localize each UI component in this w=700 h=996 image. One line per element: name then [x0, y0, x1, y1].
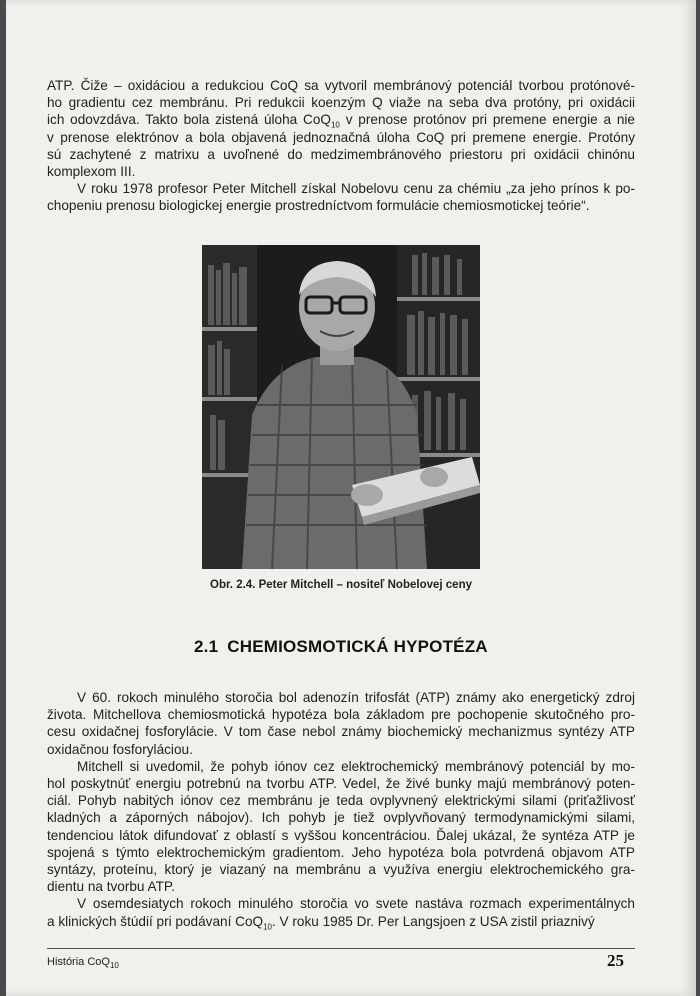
running-footer: [47, 956, 119, 971]
text-fragment: ich odovzdáva. Takto bola zistená úloha CoQ: [47, 112, 331, 128]
text-line: V 60. rokoch minulého storočia bol adenozín trifosfát (ATP) známy ako energetický zdroj: [77, 690, 635, 705]
text-line: tendenciou látok difundovať z oblastí s vyššou koncentráciou. Ďalej ukázal, že syntéza ATP je: [47, 827, 635, 843]
text-line-with-subscript: [47, 111, 635, 131]
footer-rule: [47, 948, 635, 949]
text-line: komplexom III.: [47, 164, 136, 180]
photo-illustration: [202, 245, 480, 569]
page-number: 25: [607, 951, 624, 970]
intro-text: [47, 77, 635, 215]
text-line: kladných a záporných nábojov). Ich pohyb je tiež ovplyvňovaný termodynamickými silami,: [47, 810, 635, 826]
text-line: cesu oxidačnej fosforylácie. V tom čase nebol známy biochemický mechanizmus syntézy ATP: [47, 724, 635, 740]
text-fragment: a klinických štúdií pri podávaní CoQ: [47, 913, 264, 929]
text-fragment: . V roku 1985 Dr. Per Langsjoen z USA zistil priaznivý: [272, 913, 595, 929]
footer-subscript: 10: [109, 961, 119, 971]
text-line: dientu na tvorbu ATP.: [47, 879, 175, 895]
text-line: oxidačnou fosforyláciou.: [47, 741, 193, 757]
text-line: života. Mitchellova chemiosmotická hypotéza bola základom pre pochopenie skutočného pro-: [47, 707, 635, 723]
section-number: 2.1: [194, 637, 219, 656]
text-line-with-subscript: [47, 913, 635, 930]
book-page: [6, 0, 696, 996]
text-line: hol poskytnúť energiu potrebnú na tvorbu ATP. Vedel, že živé bunky majú membránový poten-: [47, 776, 635, 792]
text-fragment: v prenose protónov pri premene energie a nie: [345, 112, 635, 128]
text-line: ho gradientu cez membránu. Pri redukcii koenzým Q viaže na seba dva protóny, pri oxidácii: [47, 95, 635, 111]
footer-label: História CoQ: [47, 956, 110, 968]
text-line: v prenose elektrónov a bola objavená jednoznačná úloha CoQ pri premene energie. Protóny: [47, 129, 635, 145]
text-line: V roku 1978 profesor Peter Mitchell získal Nobelovu cenu za chémiu „za jeho prínos k po-: [77, 181, 635, 197]
text-line: sú zachytené z matrixu a uvoľnené do medzimembránového priestoru pri oxidácii chinónu: [47, 146, 635, 162]
text-line: chopeniu prenosu biologickej energie prostredníctvom formulácie chemiosmotickej teórie“.: [47, 198, 590, 214]
text-line: V osemdesiatych rokoch minulého storočia vo svete nastáva rozmach experimentálnych: [77, 896, 635, 912]
body-text: [47, 689, 635, 930]
section-heading: [194, 637, 488, 657]
subscript: 10: [263, 922, 272, 932]
text-line: ATP. Čiže – oxidáciou a redukciou CoQ sa vytvoril membránový potenciál tvorbou protónové-: [47, 78, 635, 93]
text-line: ciál. Pohyb nabitých iónov cez membránu je teda ovplyvnený elektrickými silami (priťažlivosť: [47, 793, 635, 809]
figure-caption: Obr. 2.4. Peter Mitchell – nositeľ Nobelovej ceny: [210, 579, 472, 591]
subscript: 10: [330, 121, 340, 131]
text-line: Mitchell si uvedomil, že pohyb iónov cez elektrochemický membránový potenciál by mo-: [77, 758, 635, 774]
peter-mitchell-photo: [202, 245, 480, 569]
text-line: spojená s týmto elektrochemickým gradientom. Jeho hypotéza bola potvrdená objavom ATP: [47, 844, 635, 860]
section-title: CHEMIOSMOTICKÁ HYPOTÉZA: [227, 637, 488, 656]
text-line: syntázy, proteínu, ktorý je viazaný na membránu a využíva energiu elektrochemického gra-: [47, 862, 635, 878]
